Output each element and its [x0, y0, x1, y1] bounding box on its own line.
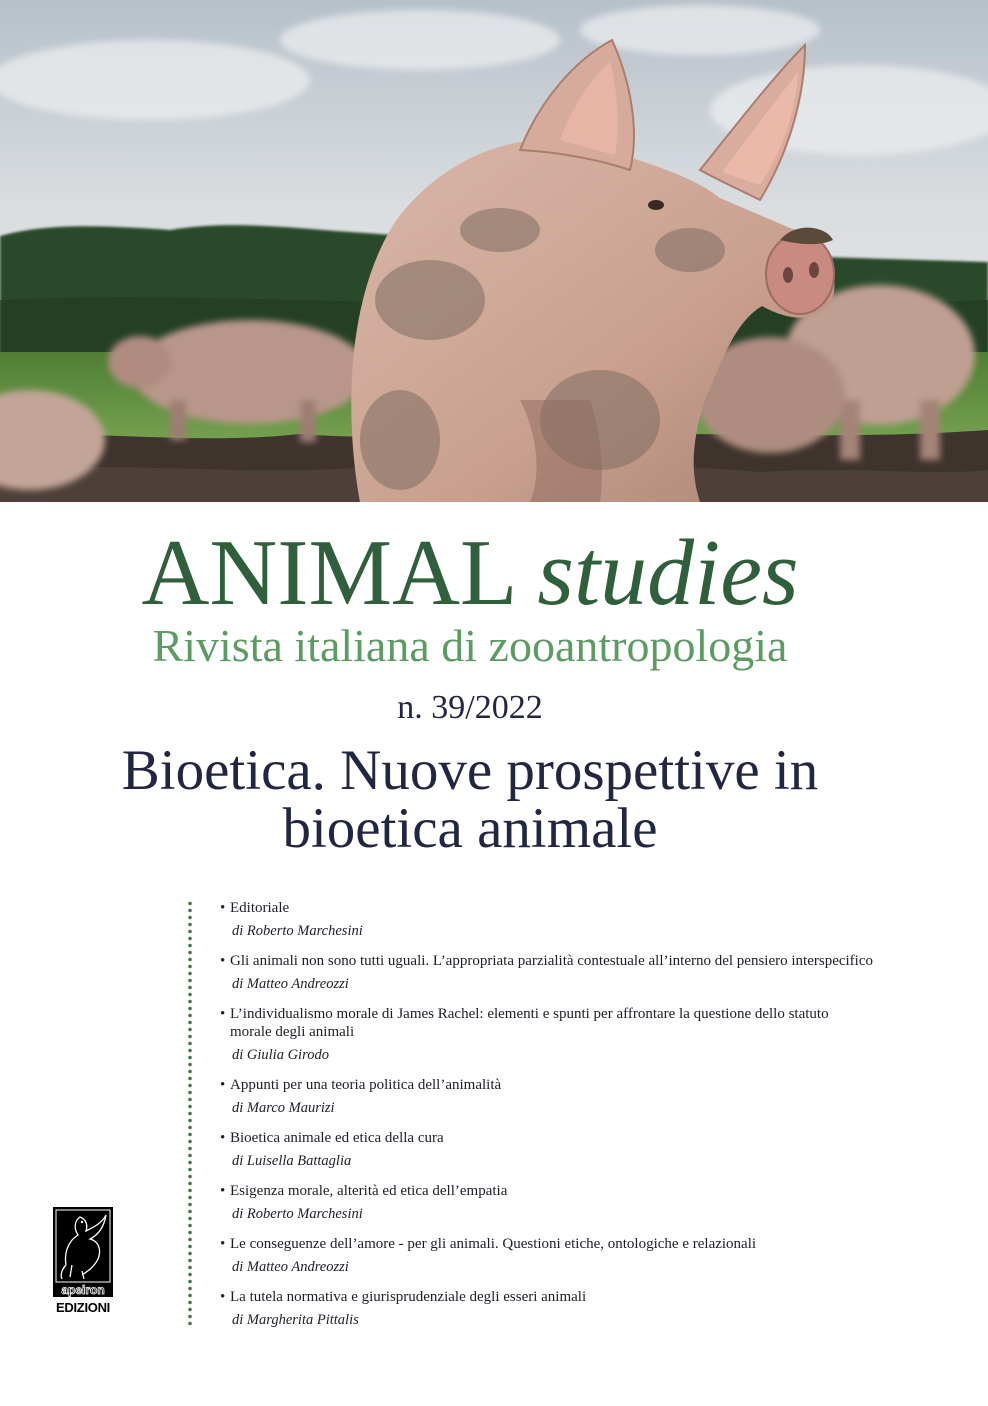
toc-title-line: L’individualismo morale di James Rachel: elementi e spunti per affrontare la questione dello statuto — [230, 1006, 829, 1022]
bullet-icon: • — [220, 1183, 226, 1199]
toc-author: di Roberto Marchesini — [232, 923, 363, 939]
toc-title-line: La tutela normativa e giurisprudenziale degli esseri animali — [230, 1289, 587, 1305]
toc-title-line: Gli animali non sono tutti uguali. L’appropriata parzialità contestuale all’interno del pensiero interspecifico — [230, 953, 873, 969]
toc-item — [220, 1182, 960, 1224]
toc-title-line: Esigenza morale, alterità ed etica dell’empatia — [230, 1183, 508, 1199]
toc-title — [220, 1235, 960, 1253]
logo-name: EDIZIONI — [56, 1300, 110, 1315]
issue-headline-line-2: bioetica animale — [282, 797, 658, 860]
table-of-contents — [220, 899, 960, 1341]
bullet-icon: • — [220, 953, 226, 969]
bullet-icon: • — [220, 1130, 226, 1146]
title-italic: studies — [537, 521, 799, 625]
issue-number: n. 39/2022 — [397, 689, 543, 726]
title-main: ANIMAL — [141, 521, 514, 625]
toc-title-line: Appunti per una teoria politica dell’animalità — [230, 1077, 502, 1093]
pig-nostril-left — [783, 267, 793, 283]
issue-headline-line-1: Bioetica. Nuove prospettive in — [121, 739, 819, 802]
toc-title — [220, 1005, 960, 1041]
pig-eye — [648, 200, 664, 210]
bullet-icon: • — [220, 1289, 226, 1305]
publisher-logo — [52, 1205, 114, 1319]
pig-nostril-right — [809, 262, 819, 278]
toc-title — [220, 899, 960, 917]
toc-item — [220, 1005, 960, 1065]
logo-word: apeiron — [61, 1283, 105, 1297]
magazine-title — [0, 521, 940, 625]
toc-title-line: morale degli animali — [230, 1024, 355, 1040]
toc-title — [220, 952, 960, 970]
toc-item — [220, 1076, 960, 1118]
magazine-subtitle: Rivista italiana di zooantropologia — [152, 620, 788, 671]
toc-title-line: Editoriale — [230, 900, 290, 916]
bullet-icon: • — [220, 1077, 226, 1093]
toc-item — [220, 1235, 960, 1277]
toc-item — [220, 1129, 960, 1171]
toc-dotted-rule — [187, 900, 193, 1326]
bullet-icon: • — [220, 1006, 226, 1022]
toc-author: di Matteo Andreozzi — [232, 1259, 349, 1275]
cover-photo — [0, 0, 988, 502]
pig-snout — [766, 234, 834, 314]
toc-title — [220, 1288, 960, 1306]
toc-author: di Roberto Marchesini — [232, 1206, 363, 1222]
bullet-icon: • — [220, 1236, 226, 1252]
toc-title — [220, 1129, 960, 1147]
toc-title — [220, 1076, 960, 1094]
toc-author: di Giulia Girodo — [232, 1047, 329, 1063]
toc-title-line: Le conseguenze dell’amore - per gli animali. Questioni etiche, ontologiche e relazionali — [230, 1236, 757, 1252]
toc-author: di Luisella Battaglia — [232, 1153, 352, 1169]
toc-author: di Matteo Andreozzi — [232, 976, 349, 992]
toc-item — [220, 952, 960, 994]
toc-title-line: Bioetica animale ed etica della cura — [230, 1130, 444, 1146]
toc-item — [220, 1288, 960, 1330]
toc-author: di Marco Maurizi — [232, 1100, 335, 1116]
bullet-icon: • — [220, 900, 226, 916]
toc-title — [220, 1182, 960, 1200]
toc-item — [220, 899, 960, 941]
griffin-icon — [52, 1205, 114, 1299]
toc-author: di Margherita Pittalis — [232, 1312, 359, 1328]
